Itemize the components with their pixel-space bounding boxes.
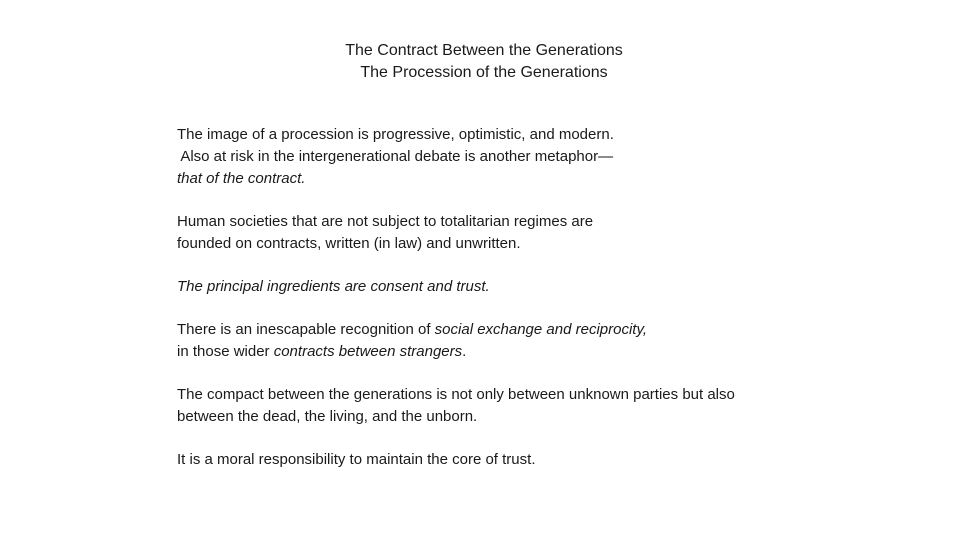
text-run: There is an inescapable recognition of bbox=[177, 321, 435, 339]
text-run-italic: social exchange and reciprocity, bbox=[434, 321, 648, 339]
paragraph-line: The principal ingredients are consent and trust. bbox=[177, 277, 490, 295]
paragraph-line: Human societies that are not subject to totalitarian regimes are bbox=[177, 212, 594, 230]
paragraph-ingredients bbox=[177, 276, 877, 298]
text-run: . bbox=[462, 343, 467, 361]
text-run: in those wider bbox=[177, 343, 274, 361]
paragraph-line: The compact between the generations is not only between unknown parties but also bbox=[177, 386, 735, 404]
paragraph-moral-responsibility bbox=[177, 449, 877, 471]
paragraph-line: Also at risk in the intergenerational debate is another metaphor— bbox=[177, 147, 614, 165]
title-line-1: The Contract Between the Generations bbox=[345, 42, 623, 59]
paragraph-line: between the dead, the living, and the unborn. bbox=[177, 408, 478, 426]
text-run-italic: contracts between strangers bbox=[273, 343, 463, 361]
paragraph-human-societies bbox=[177, 211, 877, 255]
paragraph-line: founded on contracts, written (in law) and unwritten. bbox=[177, 234, 521, 252]
slide-title bbox=[0, 40, 960, 84]
paragraph-line: that of the contract. bbox=[177, 169, 306, 187]
slide-body bbox=[177, 124, 877, 493]
paragraph-line: The image of a procession is progressive, optimistic, and modern. bbox=[177, 126, 614, 143]
paragraph-procession bbox=[177, 124, 877, 189]
title-line-2: The Procession of the Generations bbox=[360, 64, 608, 81]
paragraph-compact bbox=[177, 384, 877, 428]
paragraph-line: It is a moral responsibility to maintain the core of trust. bbox=[177, 451, 536, 469]
paragraph-exchange bbox=[177, 319, 877, 363]
paragraph-line bbox=[177, 341, 877, 363]
paragraph-line bbox=[177, 319, 877, 341]
